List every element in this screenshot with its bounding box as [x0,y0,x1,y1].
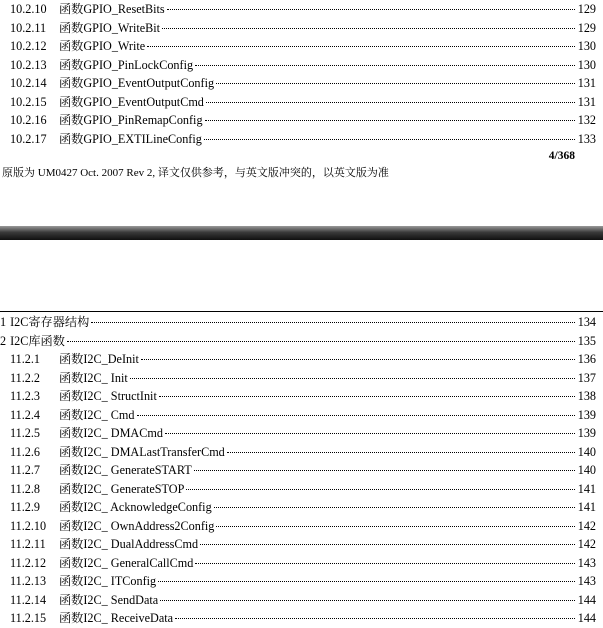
toc-entry[interactable] [0,461,603,480]
toc-entry[interactable] [0,554,603,573]
toc-entry-title: 函数GPIO_PinRemapConfig [59,113,203,127]
toc-entry[interactable] [0,498,603,517]
toc-entry-number: 11.2.8 [10,481,41,496]
toc-dot-leader [165,433,575,434]
header-rule [0,311,603,312]
toc-entry[interactable] [0,369,603,388]
toc-entry-title: 函数I2C_ DualAddressCmd [59,537,199,551]
toc-entry-page: 132 [577,113,596,127]
toc-entry-page: 129 [577,2,596,16]
toc-entry[interactable] [0,517,603,536]
toc-entry-title: 函数I2C_ Init [59,370,128,385]
toc-entry-page: 129 [577,20,596,35]
toc-entry-page: 133 [577,131,596,146]
toc-entry-title: 函数I2C_ SendData [59,592,159,607]
toc-entry-page: 144 [577,592,596,607]
toc-entry-title: 函数GPIO_EXTILineConfig [59,131,202,146]
toc-entry-number: 11.2.12 [10,555,47,570]
toc-entry-title: 函数I2C_DeInit [59,352,139,366]
toc-gpio-section [0,0,603,148]
toc-entry-number: 11.2.2 [10,370,41,385]
toc-dot-leader [186,489,574,490]
toc-entry-page: 131 [577,76,596,90]
toc-entry-number: 10.2.10 [10,2,47,16]
page-number: 4/368 [548,150,575,162]
toc-entry-title: 函数I2C_ GenerateSTOP [59,481,185,496]
toc-entry-page: 134 [577,315,596,329]
toc-entry-number: 10.2.13 [10,57,47,72]
toc-dot-leader [195,65,575,66]
toc-entry-page: 142 [577,537,596,551]
footer-note: 原版为 UM0427 Oct. 2007 Rev 2, 译文仅供参考，与英文版冲突的，以英文版为准 [2,167,389,179]
toc-entry[interactable] [0,424,603,443]
toc-entry-title: I2C库函数 [10,333,65,348]
toc-entry-page: 142 [577,518,596,533]
toc-entry-page: 143 [577,574,596,588]
toc-entry-title: 函数GPIO_EventOutputCmd [59,94,204,109]
toc-entry-number: 10.2.15 [10,94,47,109]
toc-entry-page: 131 [577,94,596,109]
toc-entry-number: 11.2.10 [10,518,47,533]
toc-entry[interactable] [0,609,603,628]
toc-entry[interactable] [0,74,603,93]
toc-entry[interactable] [0,350,603,369]
toc-entry-number: 2 [0,333,7,348]
toc-entry-page: 140 [577,444,596,459]
toc-entry[interactable] [0,480,603,499]
toc-dot-leader [91,322,574,323]
toc-entry-page: 138 [577,389,596,403]
page-header-band [0,226,603,240]
toc-entry-page: 144 [577,611,596,625]
toc-entry-page: 136 [577,352,596,366]
toc-dot-leader [162,28,575,29]
toc-dot-leader [141,359,575,360]
toc-entry-number: 11.2.1 [10,352,41,366]
toc-entry-number: 10.2.17 [10,131,47,146]
toc-entry-number: 11.2.14 [10,592,47,607]
toc-entry-number: 10.2.14 [10,76,47,90]
toc-entry-title: 函数I2C_ GeneralCallCmd [59,555,194,570]
toc-entry[interactable] [0,313,603,332]
toc-dot-leader [214,507,575,508]
toc-entry-number: 1 [0,315,7,329]
toc-entry-number: 11.2.4 [10,407,41,422]
toc-entry-title: 函数I2C_ DMALastTransferCmd [59,444,225,459]
toc-entry-title: 函数I2C_ DMACmd [59,426,163,440]
toc-dot-leader [158,581,575,582]
toc-entry-number: 11.2.3 [10,389,41,403]
toc-dot-leader [137,415,575,416]
toc-i2c-section [0,313,603,628]
toc-entry-number: 11.2.5 [10,426,41,440]
toc-entry-number: 10.2.12 [10,39,47,53]
toc-dot-leader [200,544,575,545]
toc-entry-number: 11.2.6 [10,444,41,459]
toc-entry[interactable] [0,93,603,112]
toc-entry[interactable] [0,443,603,462]
toc-entry[interactable] [0,591,603,610]
toc-entry-title: 函数I2C_ Cmd [59,407,135,422]
toc-dot-leader [204,139,575,140]
toc-dot-leader [167,9,575,10]
toc-dot-leader [216,526,574,527]
toc-dot-leader [147,46,575,47]
toc-dot-leader [206,102,575,103]
toc-entry-title: 函数I2C_ GenerateSTART [59,463,192,477]
toc-dot-leader [205,120,575,121]
toc-entry[interactable] [0,332,603,351]
toc-entry-number: 11.2.11 [10,537,46,551]
toc-entry-title: 函数GPIO_PinLockConfig [59,57,194,72]
toc-dot-leader [194,470,575,471]
toc-entry-page: 143 [577,555,596,570]
toc-entry-page: 139 [577,426,596,440]
toc-entry-number: 11.2.13 [10,574,47,588]
toc-entry[interactable] [0,56,603,75]
toc-entry[interactable] [0,37,603,56]
toc-entry-title: I2C寄存器结构 [10,315,90,329]
toc-entry-page: 141 [577,481,596,496]
toc-entry-title: 函数GPIO_WriteBit [59,20,161,35]
toc-entry[interactable] [0,535,603,554]
toc-entry-page: 130 [577,39,596,53]
toc-entry-page: 130 [577,57,596,72]
toc-entry-number: 10.2.11 [10,20,47,35]
toc-dot-leader [130,378,575,379]
toc-entry-page: 141 [577,500,596,514]
toc-entry-title: 函数GPIO_ResetBits [59,2,165,16]
toc-entry-title: 函数GPIO_Write [59,39,146,53]
toc-entry-title: 函数I2C_ OwnAddress2Config [59,518,215,533]
toc-entry[interactable] [0,19,603,38]
toc-entry[interactable] [0,111,603,130]
toc-dot-leader [175,618,575,619]
toc-entry-number: 11.2.15 [10,611,47,625]
toc-dot-leader [160,600,575,601]
toc-entry[interactable] [0,406,603,425]
toc-entry-page: 139 [577,407,596,422]
toc-entry[interactable] [0,0,603,19]
toc-dot-leader [195,563,574,564]
toc-entry-title: 函数I2C_ AcknowledgeConfig [59,500,212,514]
toc-entry-page: 140 [577,463,596,477]
toc-entry[interactable] [0,387,603,406]
toc-entry-title: 函数I2C_ ITConfig [59,574,157,588]
toc-dot-leader [216,83,575,84]
toc-entry[interactable] [0,130,603,149]
toc-entry-number: 11.2.9 [10,500,41,514]
toc-entry-title: 函数I2C_ StructInit [59,389,157,403]
toc-entry-title: 函数I2C_ ReceiveData [59,611,174,625]
toc-entry[interactable] [0,572,603,591]
toc-dot-leader [159,396,575,397]
toc-entry-number: 10.2.16 [10,113,47,127]
toc-entry-title: 函数GPIO_EventOutputConfig [59,76,215,90]
toc-entry-number: 11.2.7 [10,463,41,477]
toc-entry-page: 135 [577,333,596,348]
toc-entry-page: 137 [577,370,596,385]
toc-dot-leader [227,452,575,453]
toc-dot-leader [67,341,575,342]
